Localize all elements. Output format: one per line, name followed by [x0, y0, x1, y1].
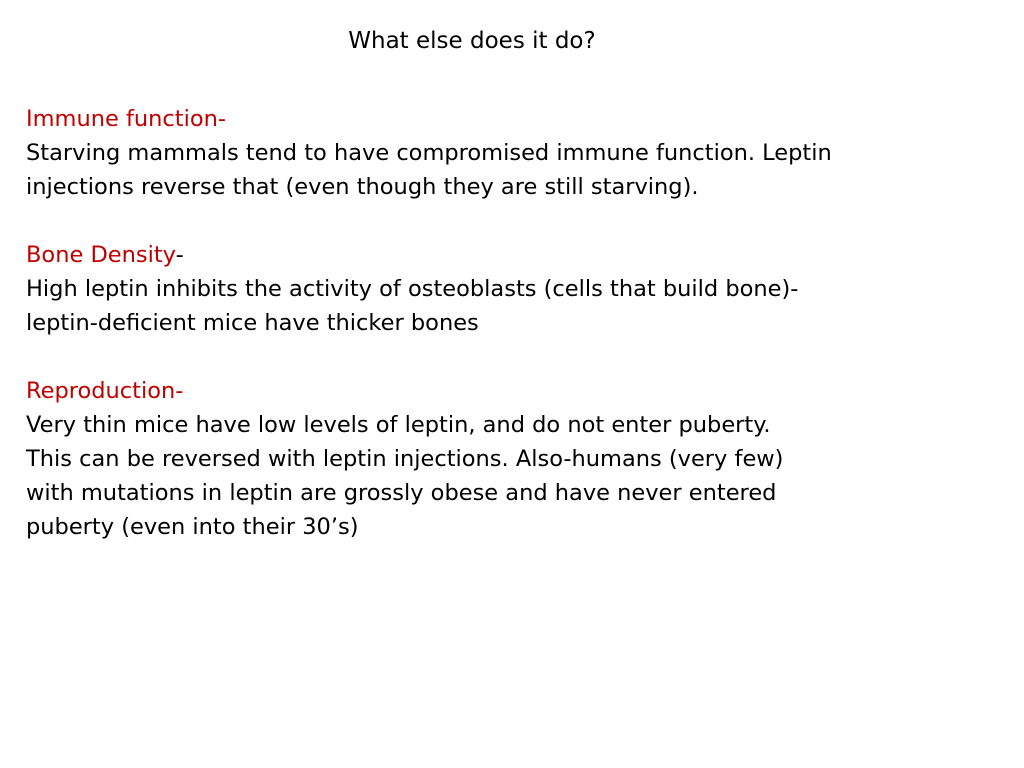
slide-body [26, 102, 1001, 578]
section-heading-reproduction [26, 374, 1001, 408]
body-line: High leptin inhibits the activity of osteoblasts (cells that build bone)- [26, 276, 799, 302]
section-bone-density [26, 238, 1001, 340]
body-line: with mutations in leptin are grossly obese and have never entered [26, 480, 777, 506]
body-line: puberty (even into their 30’s) [26, 514, 359, 540]
section-heading-bone-density [26, 238, 1001, 272]
section-heading-immune-function [26, 102, 1001, 136]
heading-text: Reproduction- [26, 378, 184, 404]
section-reproduction [26, 374, 1001, 544]
section-immune-function [26, 102, 1001, 204]
body-line: This can be reversed with leptin injections. Also-humans (very few) [26, 446, 784, 472]
body-line: injections reverse that (even though they are still starving). [26, 174, 699, 200]
body-line: Very thin mice have low levels of leptin, and do not enter puberty. [26, 412, 771, 438]
slide-title: What else does it do? [348, 28, 596, 54]
heading-text: Bone Density [26, 242, 176, 268]
body-line: leptin-deficient mice have thicker bones [26, 310, 479, 336]
heading-text: Immune function- [26, 106, 227, 132]
heading-suffix: - [175, 242, 184, 268]
body-line: Starving mammals tend to have compromised immune function. Leptin [26, 140, 832, 166]
